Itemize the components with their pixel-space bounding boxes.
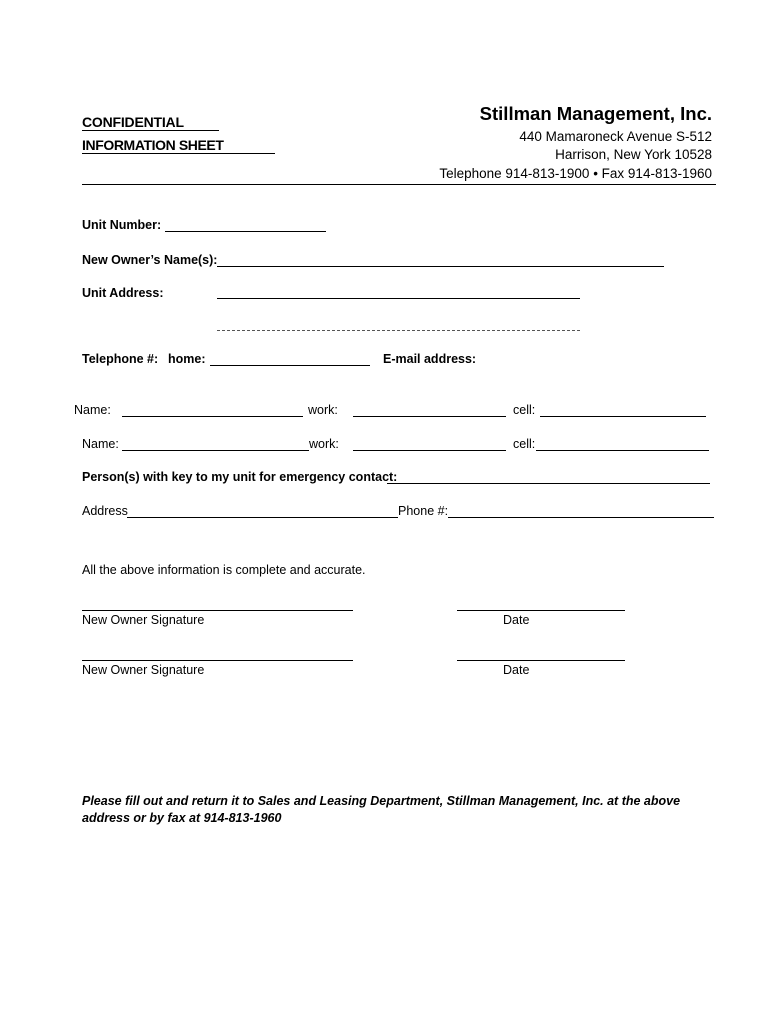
work-phone-field[interactable]	[353, 450, 506, 451]
new-owner-name-field[interactable]	[217, 266, 664, 267]
work-label: work:	[308, 403, 338, 417]
unit-number-label: Unit Number:	[82, 218, 162, 232]
date-label: Date	[503, 613, 530, 627]
title-underline	[82, 153, 275, 154]
name-label: Name:	[74, 403, 111, 417]
date-field[interactable]	[457, 660, 625, 661]
home-phone-label: home:	[168, 352, 206, 366]
phone-label: Phone #:	[398, 504, 449, 518]
unit-address-label: Unit Address:	[82, 286, 164, 300]
new-owner-name-label: New Owner’s Name(s):	[82, 253, 218, 267]
signature-field[interactable]	[82, 610, 353, 611]
unit-number-field[interactable]	[165, 231, 326, 232]
address-field[interactable]	[127, 517, 398, 518]
emergency-contact-label: Person(s) with key to my unit for emergency contact:	[82, 470, 398, 484]
cell-phone-field[interactable]	[536, 450, 709, 451]
address-label: Address	[82, 504, 128, 518]
company-phone-fax: Telephone 914-813-1900 • Fax 914-813-1960	[439, 166, 712, 181]
signature-label: New Owner Signature	[82, 663, 205, 677]
cell-label: cell:	[513, 437, 536, 451]
form-title-confidential: CONFIDENTIAL	[82, 114, 184, 130]
work-label: work:	[309, 437, 339, 451]
name-field[interactable]	[122, 450, 309, 451]
work-phone-field[interactable]	[353, 416, 506, 417]
company-address-line1: 440 Mamaroneck Avenue S-512	[519, 129, 712, 144]
title-underline	[82, 130, 219, 131]
email-label: E-mail address:	[383, 352, 477, 366]
phone-field[interactable]	[448, 517, 714, 518]
company-address-line2: Harrison, New York 10528	[555, 147, 712, 162]
name-label: Name:	[82, 437, 119, 451]
home-phone-field[interactable]	[210, 365, 370, 366]
certification-statement: All the above information is complete and accurate.	[82, 563, 366, 577]
name-field[interactable]	[122, 416, 303, 417]
cell-label: cell:	[513, 403, 536, 417]
cell-phone-field[interactable]	[540, 416, 706, 417]
date-label: Date	[503, 663, 530, 677]
signature-label: New Owner Signature	[82, 613, 205, 627]
emergency-contact-field[interactable]	[387, 483, 710, 484]
unit-address-field-line2[interactable]	[217, 330, 580, 331]
telephone-label: Telephone #:	[82, 352, 159, 366]
company-name: Stillman Management, Inc.	[479, 103, 712, 124]
signature-field[interactable]	[82, 660, 353, 661]
unit-address-field-line1[interactable]	[217, 298, 580, 299]
header-divider	[82, 184, 716, 185]
form-title-information-sheet: INFORMATION SHEET	[82, 137, 224, 153]
footer-instructions: Please fill out and return it to Sales and Leasing Department, Stillman Management, Inc. at the above address or by fax at 914-813-1960	[82, 794, 681, 825]
date-field[interactable]	[457, 610, 625, 611]
